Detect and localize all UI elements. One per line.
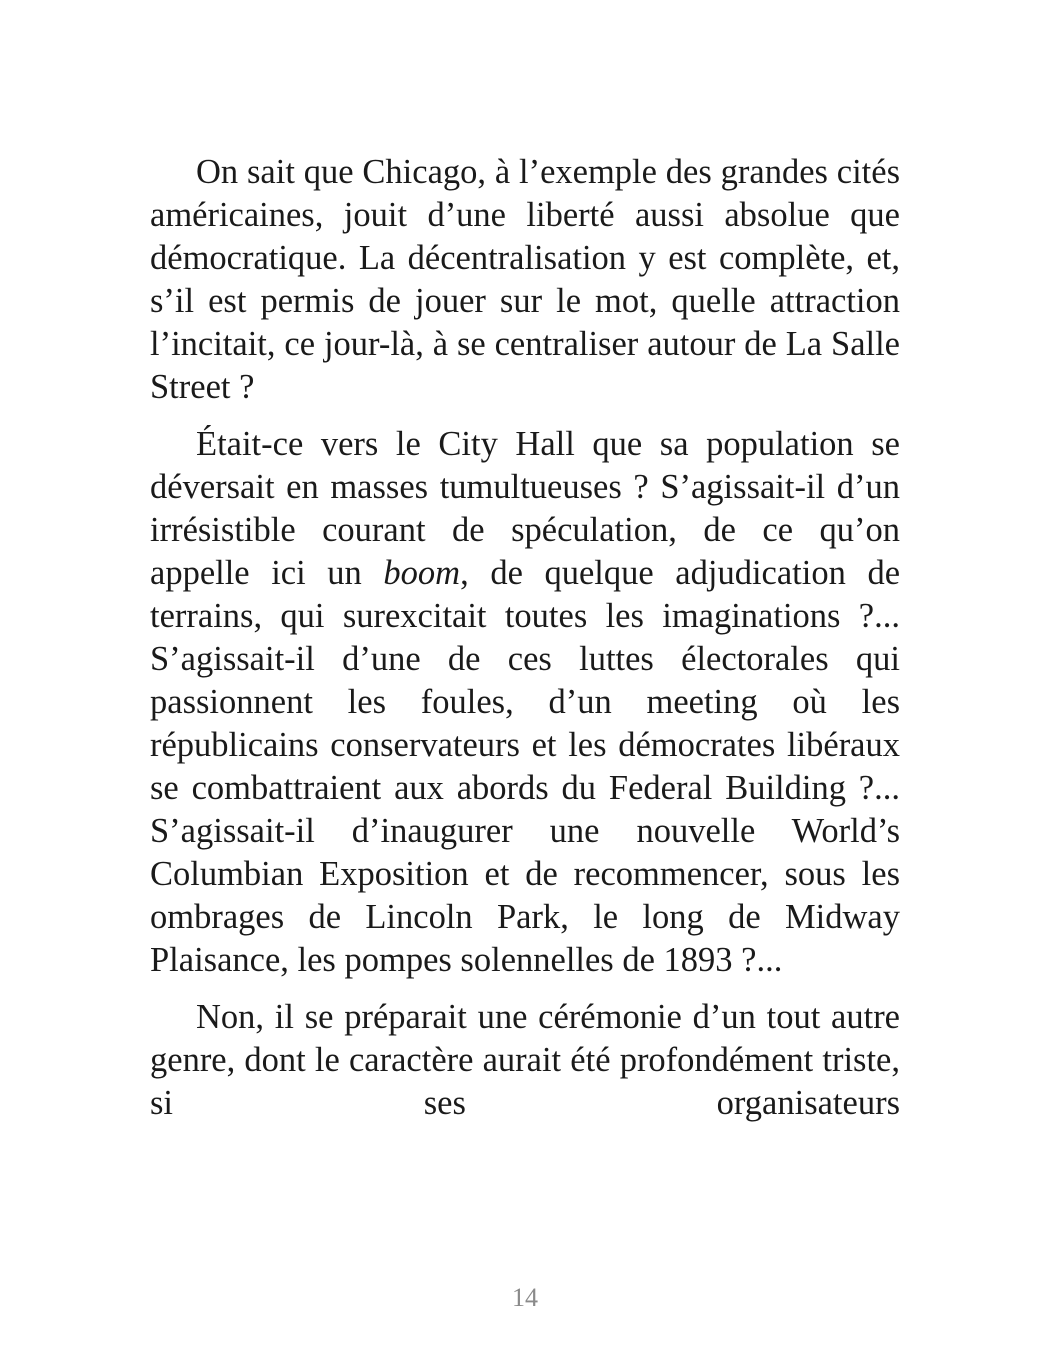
page-number: 14	[512, 1283, 538, 1312]
italic-word-boom: boom	[383, 554, 461, 592]
paragraph-2	[150, 423, 900, 982]
page-body	[150, 151, 900, 1139]
paragraph-2-text-start: Était-ce vers le City Hall que sa population se déversait en masses tumultueuses ? S’agissait-il d’un irrésistible courant de spéculation, de ce qu’on appelle ici un	[150, 425, 900, 592]
paragraph-2-text-end: , de quelque adjudication de terrains, qui surexcitait toutes les imaginations ?... S’agissait-il d’une de ces luttes électorales qui passionnent les foules, d’un meeting où les républicains conservateurs et les démocrates libéraux se combattraient aux abords du Federal Building ?... S’agissait-il d’inaugurer une nouvelle World’s Columbian Exposition et de recommencer, sous les ombrages de Lincoln Park, le long de Midway Plaisance, les pompes solennelles de 1893 ?...	[150, 554, 901, 979]
paragraph-1: On sait que Chicago, à l’exemple des grandes cités américaines, jouit d’une liberté aussi absolue que démocratique. La décentralisation y est complète, et, s’il est permis de jouer sur le mot, quelle attraction l’incitait, ce jour-là, à se centraliser autour de La Salle Street ?	[150, 153, 900, 406]
paragraph-3: Non, il se préparait une cérémonie d’un tout autre genre, dont le caractère aurait été profondément triste, si ses organisateurs	[150, 998, 900, 1122]
